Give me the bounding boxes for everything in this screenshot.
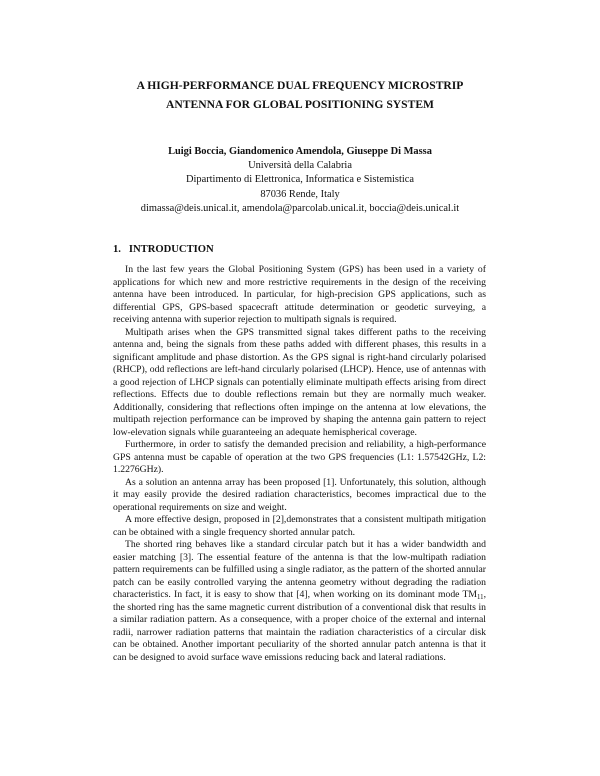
paragraph: Furthermore, in order to satisfy the demanded precision and reliability, a high-performance GPS antenna must be capable of operation at the two GPS frequencies (L1: 1.57542GHz, L2: 1.2276GHz). [113, 439, 486, 476]
paragraph [113, 539, 486, 664]
section-heading [113, 243, 214, 257]
title-line-1: A HIGH-PERFORMANCE DUAL FREQUENCY MICROSTRIP [136, 79, 464, 92]
paragraph: Multipath arises when the GPS transmitted signal takes different paths to the receiving antenna and, being the signals from these paths added with different phases, this results in a significant amplitude and phase distortion. As the GPS signal is right-hand circularly polarised (RHCP), odd reflections are left-hand circularly polarised (LHCP). Hence, use of antennas with a good rejection of LHCP signals can potentially eliminate multipath effects arising from direct reflections. Effects due to double reflections remain but they are normally much weaker. Additionally, considering that reflections often impinge on the antenna at low elevations, the multipath rejection performance can be improved by shaping the antenna gain pattern to reject low-elevation signals while guaranteeing an adequate hemispherical coverage. [113, 326, 486, 438]
title-line-2: ANTENNA FOR GLOBAL POSITIONING SYSTEM [166, 98, 434, 111]
paragraph: In the last few years the Global Positioning System (GPS) has been used in a variety of applications for which new and more restrictive requirements in the design of the receiving antenna have been introduced. In particular, for high-precision GPS applications, such as differential GPS, GPS-based spacecraft attitude determination or geodetic surveying, a receiving antenna with superior rejection to multipath signals is required. [113, 264, 486, 326]
paper-title [60, 76, 540, 114]
author-names: Luigi Boccia, Giandomenico Amendola, Giuseppe Di Massa [168, 146, 432, 157]
author-emails: dimassa@deis.unical.it, amendola@parcolab.unical.it, boccia@deis.unical.it [140, 202, 460, 214]
section-number: 1. [113, 244, 121, 255]
paragraph-text: The shorted ring behaves like a standard circular patch but it has a wider bandwidth and easier matching [3]. The essential feature of the antenna is that the low-multipath radiation pattern requirements can be fulfilled using a single radiator, as the pattern of the shorted annular patch can be easily controlled varying the antenna geometry without degrading the radiation characteristics. In fact, it is easy to show that [4], when working on its dominant mode TM [113, 539, 486, 601]
section-title: INTRODUCTION [128, 244, 214, 255]
paragraph: A more effective design, proposed in [2],demonstrates that a consistent multipath mitigation can be obtained with a single frequency shorted annular patch. [113, 514, 486, 538]
author-department: Dipartimento di Elettronica, Informatica e Sistemistica [186, 174, 414, 186]
author-university: Università della Calabria [248, 160, 352, 172]
paragraph-text: , the shorted ring has the same magnetic current distribution of a conventional disk that results in a similar radiation pattern. As a consequence, with a proper choice of the external and internal radii, narrower radiation patterns that maintain the radiation characteristics of a circular disk can be obtained. Another important peculiarity of the shorted annular patch antenna is that it can be designed to avoid surface wave emissions reducing back and lateral radiations. [113, 589, 486, 663]
paragraph: As a solution an antenna array has been proposed [1]. Unfortunately, this solution, although it may easily provide the desired radiation characteristics, becomes impractical due to the operational requirements on size and weight. [113, 476, 486, 513]
section-body [113, 264, 486, 665]
author-city: 87036 Rende, Italy [260, 188, 340, 200]
author-block [60, 145, 540, 216]
mode-subscript: 11 [477, 594, 484, 602]
